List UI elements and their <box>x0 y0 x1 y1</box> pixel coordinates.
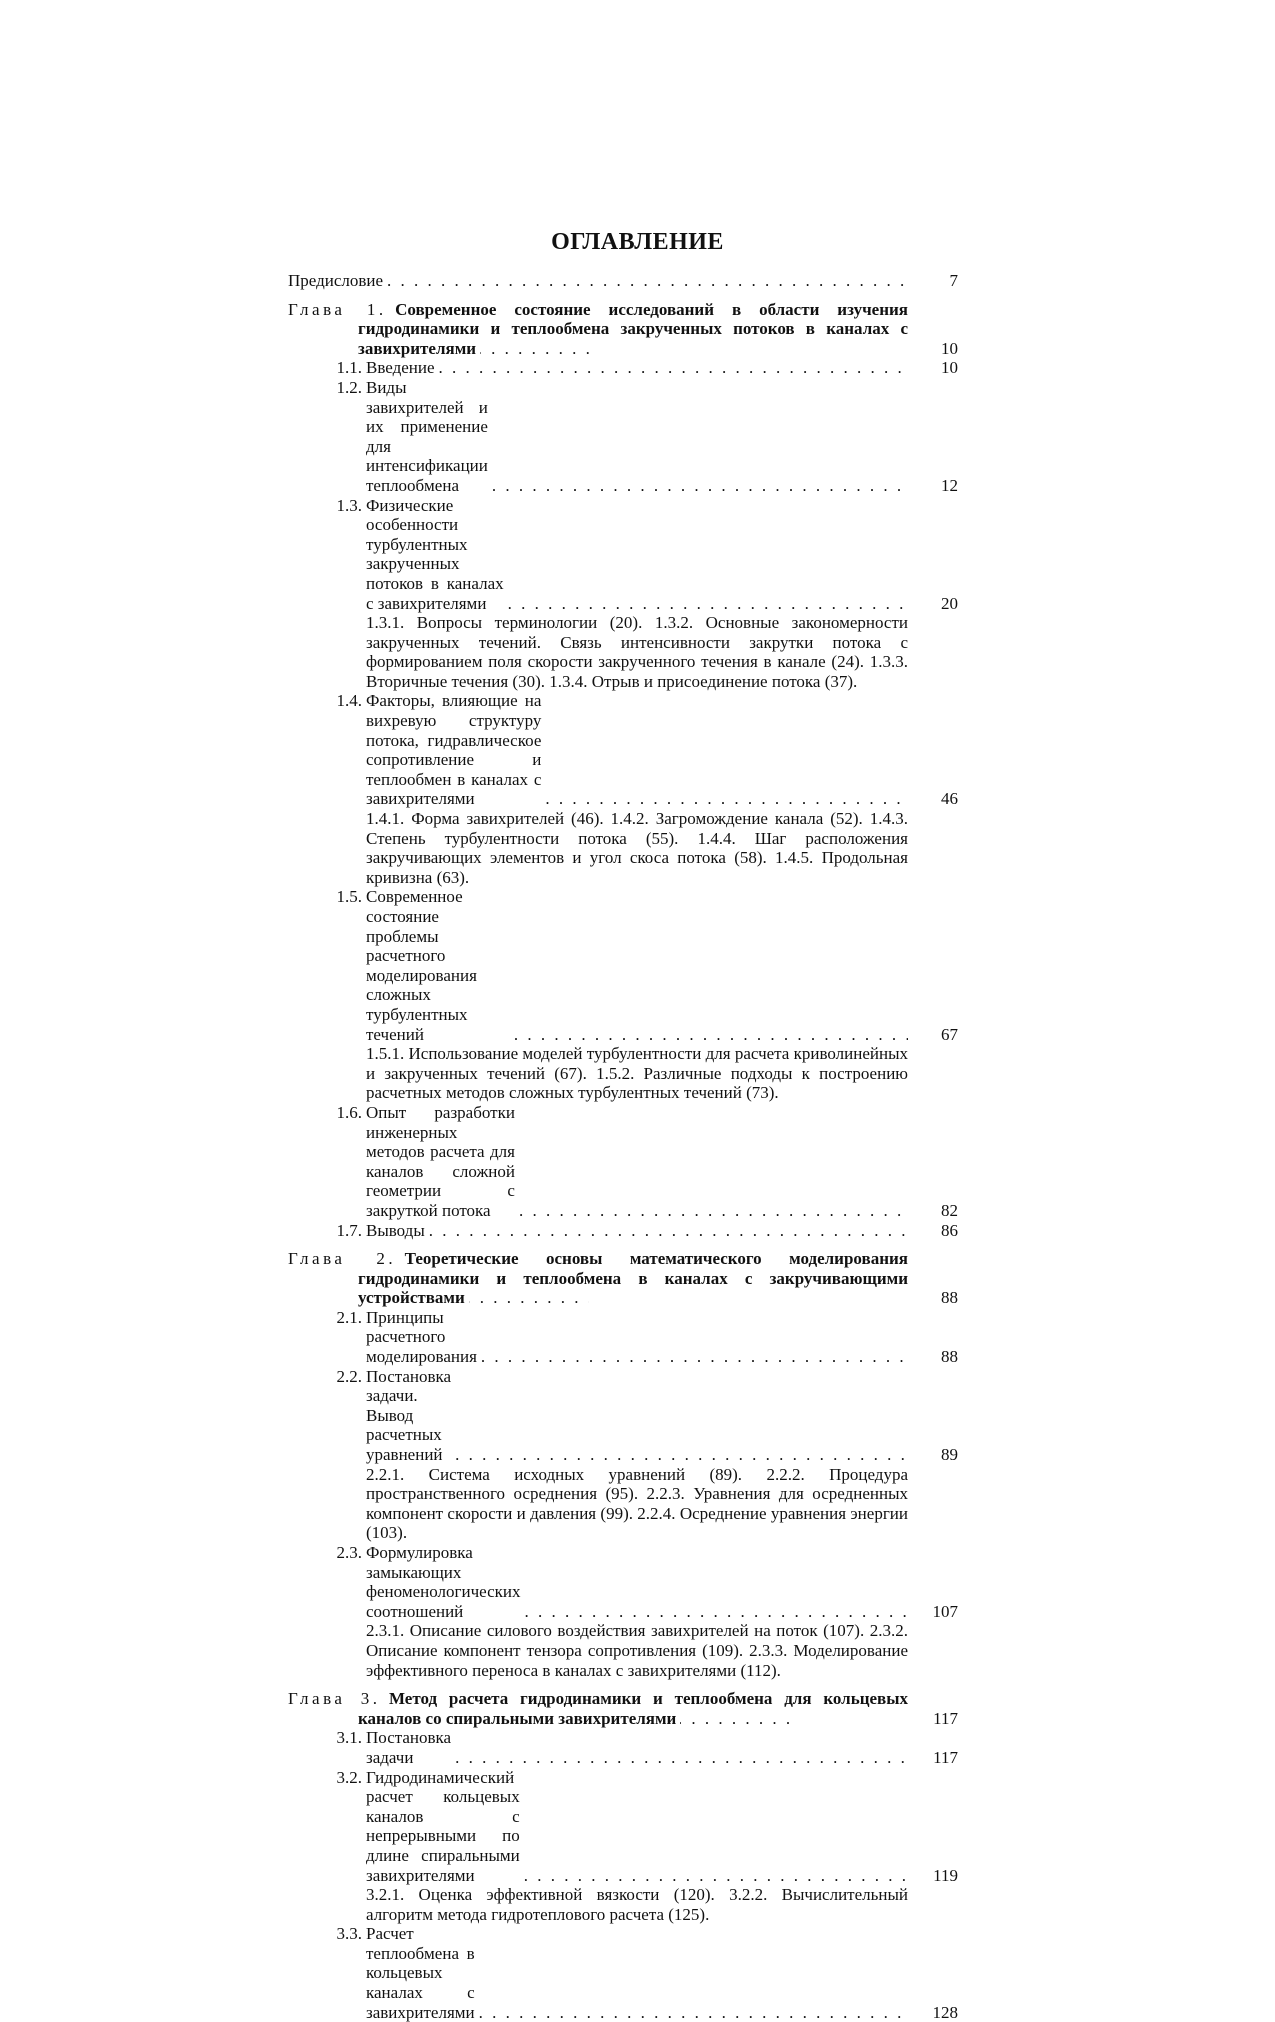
section-number: 1.3. <box>336 495 362 515</box>
dot-leader <box>680 1709 800 1729</box>
toc-entry-page: 12 <box>941 475 958 495</box>
dot-leader <box>480 339 600 359</box>
toc-entry-page: 7 <box>949 271 958 290</box>
toc-entry-page: 117 <box>933 1708 958 1728</box>
page-title: ОГЛАВЛЕНИЕ <box>551 229 724 255</box>
toc-entry-page: 10 <box>941 338 958 358</box>
section-title: Введение <box>366 358 435 378</box>
toc-entry-page: 128 <box>932 2002 958 2022</box>
subsection-list: 2.3.1. Описание силового воздействия завихрителей на поток (107). 2.3.2. Описание компонент тензора сопротивления (109). 2.3.3. Моделирование эффективного переноса в каналах с завихрителями (112). <box>366 1621 908 1680</box>
section-number: 1.6. <box>336 1102 362 1122</box>
dot-leader <box>481 1347 908 1367</box>
dot-leader <box>545 789 908 809</box>
toc-chapter-3[interactable] <box>288 1689 958 1728</box>
section-number: 1.5. <box>336 887 362 907</box>
toc-section-2-1[interactable] <box>288 1308 958 1367</box>
dot-leader <box>479 2003 908 2022</box>
subsection-list: 2.2.1. Система исходных уравнений (89). 2.2.2. Процедура пространственного осреднения (95). 2.2.3. Уравнения для осредненных компонент скорости и давления (99). 2.2.4. Осреднение уравнения энергии (103). <box>366 1464 908 1543</box>
section-title: Гидродинамический расчет кольцевых каналов с непрерывными по длине спиральными завихрителями <box>366 1767 520 1885</box>
chapter-title: Метод расчета гидродинамики и теплообмена для кольцевых каналов со спиральными завихрителями <box>358 1689 908 1728</box>
chapter-heading <box>288 300 908 359</box>
dot-leader <box>387 271 908 291</box>
dot-leader <box>519 1201 908 1221</box>
toc-section-1-5[interactable] <box>288 887 958 1044</box>
section-number: 3.2. <box>336 1767 362 1787</box>
section-title: Постановка задачи. Вывод расчетных уравнений <box>366 1366 452 1465</box>
chapter-title: Современное состояние исследований в области изучения гидродинамики и теплообмена закрученных потоков в каналах с завихрителями <box>358 299 908 358</box>
toc-entry-page: 88 <box>941 1288 958 1308</box>
dot-leader <box>524 1866 908 1886</box>
section-title: Опыт разработки инженерных методов расчета для каналов сложной геометрии с закруткой потока <box>366 1102 515 1220</box>
toc-entry-page: 119 <box>933 1865 958 1885</box>
dot-leader <box>439 358 908 378</box>
section-number: 2.3. <box>336 1543 362 1562</box>
chapter-heading <box>288 1249 908 1308</box>
dot-leader <box>492 476 908 496</box>
subsection-list: 3.2.1. Оценка эффективной вязкости (120). 3.2.2. Вычислительный алгоритм метода гидротеплового расчета (125). <box>366 1885 908 1924</box>
section-number: 3.1. <box>336 1728 362 1748</box>
chapter-title: Теоретические основы математического моделирования гидродинамики и теплообмена в каналах с закручивающими устройствами <box>358 1249 908 1308</box>
section-number: 1.1. <box>336 358 362 378</box>
section-title: Принципы расчетного моделирования <box>366 1307 477 1367</box>
toc-section-1-3[interactable] <box>288 496 958 614</box>
toc-section-1-7[interactable] <box>288 1221 958 1241</box>
toc-section-1-4[interactable] <box>288 691 958 809</box>
section-number: 1.4. <box>336 691 362 711</box>
toc-entry-page: 88 <box>941 1347 958 1367</box>
section-title: Постановка задачи <box>366 1728 452 1767</box>
toc-section-3-3[interactable] <box>288 1924 958 2022</box>
toc-entry-page: 82 <box>941 1200 958 1220</box>
section-title: Современное состояние проблемы расчетного моделирования сложных турбулентных течений <box>366 887 477 1044</box>
dot-leader <box>455 1748 908 1768</box>
section-number: 3.3. <box>336 1924 362 1944</box>
section-number: 1.7. <box>336 1220 362 1240</box>
toc-section-3-1[interactable] <box>288 1728 958 1767</box>
toc-section-2-2[interactable] <box>288 1367 958 1465</box>
toc-section-3-2[interactable] <box>288 1768 958 1886</box>
dot-leader <box>514 1025 908 1045</box>
table-of-contents <box>288 271 958 2022</box>
toc-entry-preface[interactable] <box>288 271 958 291</box>
dot-leader <box>508 594 908 614</box>
section-number: 2.2. <box>336 1366 362 1386</box>
toc-section-1-1[interactable] <box>288 358 958 378</box>
section-title: Виды завихрителей и их применение для интенсификации теплообмена <box>366 377 488 495</box>
toc-entry-page: 20 <box>941 593 958 613</box>
subsection-list: 1.3.1. Вопросы терминологии (20). 1.3.2. Основные закономерности закрученных течений. Связь интенсивности закрутки потока с формированием поля скорости закрученного течения в канале (24). 1.3.3. Вторичные течения (30). 1.3.4. Отрыв и присоединение потока (37). <box>366 613 908 691</box>
subsection-list: 1.5.1. Использование моделей турбулентности для расчета криволинейных и закрученных течений (67). 1.5.2. Различные подходы к построению расчетных методов сложных турбулентных течений (73). <box>366 1044 908 1103</box>
chapter-heading <box>288 1689 908 1728</box>
section-number: 1.2. <box>336 377 362 397</box>
section-title: Выводы <box>366 1220 425 1240</box>
dot-leader <box>429 1221 908 1241</box>
toc-entry-page: 107 <box>932 1601 958 1621</box>
toc-section-2-3[interactable] <box>288 1543 958 1621</box>
toc-entry-page: 67 <box>941 1024 958 1044</box>
chapter-prefix: Глава 3. <box>288 1689 381 1709</box>
toc-entry-page: 117 <box>933 1747 958 1767</box>
toc-entry-page: 10 <box>941 358 958 378</box>
toc-chapter-1[interactable] <box>288 300 958 359</box>
section-title: Физические особенности турбулентных закрученных потоков в каналах с завихрителями <box>366 495 504 613</box>
toc-section-1-6[interactable] <box>288 1103 958 1221</box>
section-number: 2.1. <box>336 1307 362 1327</box>
section-title: Расчет теплообмена в кольцевых каналах с завихрителями <box>366 1924 475 2022</box>
toc-section-1-2[interactable] <box>288 378 958 496</box>
dot-leader <box>455 1445 908 1465</box>
chapter-prefix: Глава 2. <box>288 1249 397 1269</box>
section-title: Формулировка замыкающих феноменологических соотношений <box>366 1543 521 1621</box>
toc-entry-title: Предисловие <box>288 271 384 290</box>
chapter-prefix: Глава 1. <box>288 299 387 319</box>
section-title: Факторы, влияющие на вихревую структуру потока, гидравлическое сопротивление и теплообмен в каналах с завихрителями <box>366 691 542 809</box>
dot-leader <box>524 1602 908 1622</box>
dot-leader <box>469 1288 589 1308</box>
toc-entry-page: 86 <box>941 1220 958 1240</box>
subsection-list: 1.4.1. Форма завихрителей (46). 1.4.2. Загромождение канала (52). 1.4.3. Степень турбулентности потока (55). 1.4.4. Шаг расположения закручивающих элементов и угол скоса потока (58). 1.4.5. Продольная кривизна (63). <box>366 809 908 887</box>
toc-entry-page: 46 <box>941 789 958 809</box>
toc-entry-page: 89 <box>941 1445 958 1465</box>
toc-chapter-2[interactable] <box>288 1249 958 1308</box>
